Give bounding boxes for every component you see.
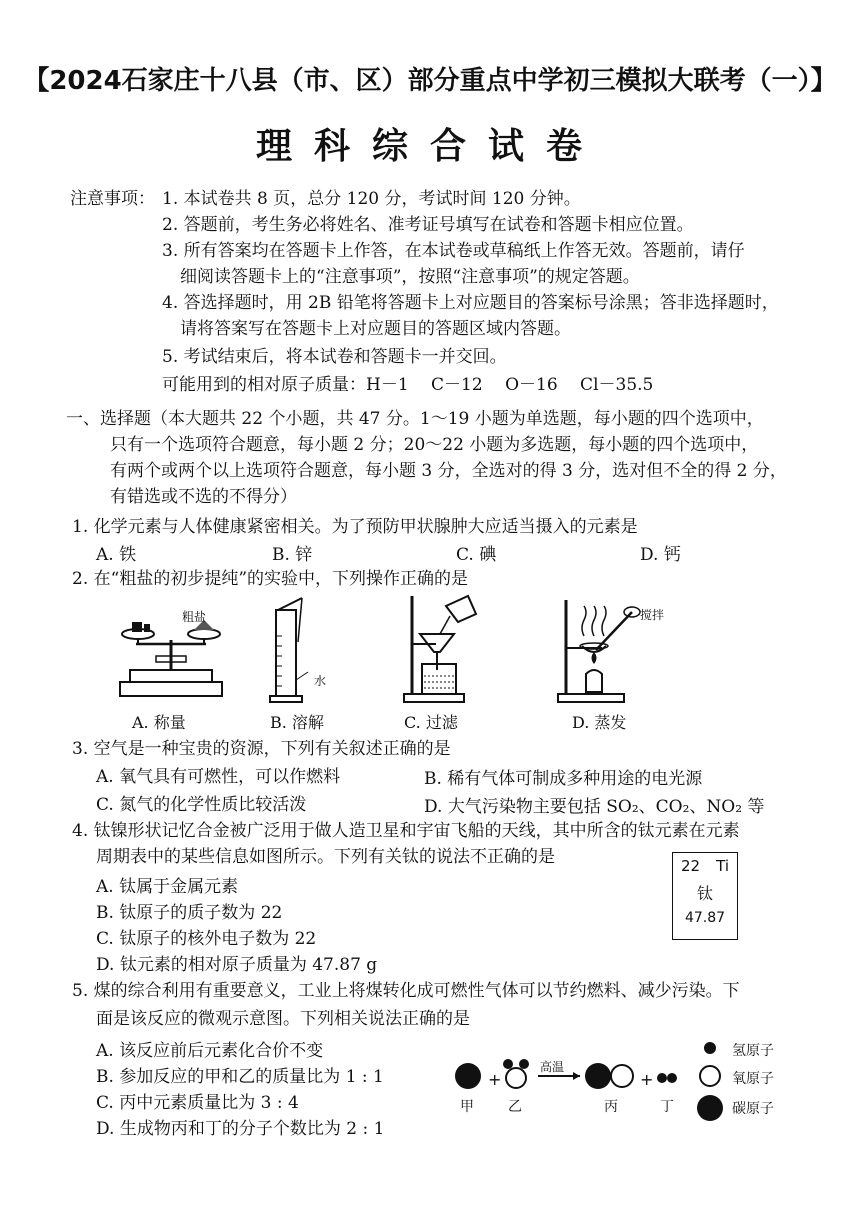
reaction-condition: 高温: [540, 1060, 565, 1074]
molecule-yi-oxygen: [506, 1068, 526, 1088]
section-1-line-1: 一、选择题（本大题共 22 个小题，共 47 分。1～19 小题为单选题，每小题的四个选项中，: [66, 409, 764, 429]
element-mass: 47.87: [684, 910, 726, 926]
q3-option-d: D. 大气污染物主要包括 SO₂、CO₂、NO₂ 等: [424, 797, 765, 817]
label-bing: 丙: [604, 1099, 618, 1115]
label-yi: 乙: [508, 1099, 522, 1115]
q1-option-a: A. 铁: [96, 545, 137, 565]
label-stir: 搅拌: [640, 608, 665, 622]
element-card-ti: [672, 852, 738, 940]
q4-stem-2: 周期表中的某些信息如图所示。下列有关钛的说法不正确的是: [96, 847, 555, 867]
q1-option-d: D. 钙: [640, 545, 681, 565]
notice-item-3: 3. 所有答案均在答题卡上作答，在本试卷或草稿纸上作答无效。答题前，请仔: [162, 241, 745, 261]
legend-symbols: [696, 1038, 726, 1124]
q2-caption-d: D. 蒸发: [572, 713, 627, 732]
q3-option-c: C. 氮气的化学性质比较活泼: [96, 795, 307, 815]
reaction-diagram: [450, 1046, 690, 1096]
element-number: 22: [681, 857, 701, 875]
q3-stem: 3. 空气是一种宝贵的资源，下列有关叙述正确的是: [72, 739, 451, 759]
section-1-line-4: 有错选或不选的不得分）: [110, 487, 297, 507]
notice-item-3-cont: 细阅读答题卡上的“注意事项”，按照“注意事项”的规定答题。: [180, 267, 640, 287]
molecule-jia-carbon: [455, 1063, 481, 1089]
molecule-ding-h1: [657, 1073, 667, 1083]
q3-option-a: A. 氧气具有可燃性，可以作燃料: [96, 767, 341, 787]
evaporation-figure: [556, 596, 646, 706]
molecule-yi-h2: [519, 1059, 529, 1069]
label-salt: 粗盐: [182, 610, 207, 624]
q5-option-b: B. 参加反应的甲和乙的质量比为 1 : 1: [96, 1067, 384, 1087]
legend-carbon-icon: [697, 1095, 723, 1121]
molecule-ding-h2: [667, 1073, 677, 1083]
label-water: 水: [314, 674, 327, 688]
notice-item-1: 1. 本试卷共 8 页，总分 120 分，考试时间 120 分钟。: [162, 189, 581, 209]
q4-option-d: D. 钛元素的相对原子质量为 47.87 g: [96, 955, 378, 975]
q3-option-b: B. 稀有气体可制成多种用途的电光源: [424, 769, 703, 789]
q2-stem: 2. 在“粗盐的初步提纯”的实验中，下列操作正确的是: [72, 569, 469, 589]
section-1-line-3: 有两个或两个以上选项符合题意，每小题 3 分，全选对的得 3 分，选对但不全的得 2 分，: [110, 461, 787, 481]
notice-item-2: 2. 答题前，考生务必将姓名、准考证号填写在试卷和答题卡相应位置。: [162, 215, 694, 235]
legend-carbon: 碳原子: [732, 1101, 774, 1117]
legend-hydrogen: 氢原子: [732, 1043, 774, 1059]
label-jia: 甲: [460, 1099, 474, 1115]
q1-option-c: C. 碘: [456, 545, 497, 565]
element-symbol: Ti: [716, 857, 729, 875]
q5-option-a: A. 该反应前后元素化合价不变: [96, 1041, 324, 1061]
q5-stem-1: 5. 煤的综合利用有重要意义，工业上将煤转化成可燃性气体可以节约燃料、减少污染。下: [72, 981, 740, 1001]
q2-caption-c: C. 过滤: [404, 713, 458, 732]
atomic-mass: 可能用到的相对原子质量：H－1 C－12 O－16 Cl－35.5: [162, 375, 654, 395]
exam-header: 【2024石家庄十八县（市、区）部分重点中学初三模拟大联考（一）】: [23, 66, 837, 96]
legend-oxygen: 氧原子: [732, 1071, 774, 1087]
page-title: 理科综合试卷: [255, 126, 604, 167]
molecule-yi-h1: [503, 1059, 513, 1069]
molecule-bing-oxygen: [611, 1065, 633, 1087]
legend-oxygen-icon: [700, 1066, 720, 1086]
notice-item-4: 4. 答选择题时，用 2B 铅笔将答题卡上对应题目的答案标号涂黑；答非选择题时，: [162, 293, 779, 313]
plus-1: +: [488, 1070, 502, 1089]
plus-2: +: [640, 1070, 654, 1089]
q5-option-d: D. 生成物丙和丁的分子个数比为 2 : 1: [96, 1119, 385, 1139]
filtration-figure: [402, 594, 482, 704]
balance-figure: [116, 604, 226, 700]
q5-stem-2: 面是该反应的微观示意图。下列相关说法正确的是: [96, 1009, 470, 1029]
label-ding: 丁: [660, 1099, 674, 1115]
molecule-bing-carbon: [585, 1063, 611, 1089]
notice-item-5: 5. 考试结束后，将本试卷和答题卡一并交回。: [162, 347, 507, 367]
q4-stem-1: 4. 钛镍形状记忆合金被广泛用于做人造卫星和宇宙飞船的天线，其中所含的钛元素在元素: [72, 821, 740, 841]
section-1-line-2: 只有一个选项符合题意，每小题 2 分；20～22 小题为多选题，每小题的四个选项中，: [110, 435, 759, 455]
notice-item-4-cont: 请将答案写在答题卡上对应题目的答题区域内答题。: [180, 319, 571, 339]
q2-caption-b: B. 溶解: [270, 713, 324, 732]
q4-option-a: A. 钛属于金属元素: [96, 877, 239, 897]
q5-option-c: C. 丙中元素质量比为 3 : 4: [96, 1093, 299, 1113]
legend-hydrogen-icon: [704, 1042, 716, 1054]
q4-option-c: C. 钛原子的核外电子数为 22: [96, 929, 317, 949]
cylinder-figure: [268, 596, 338, 706]
notice-label: 注意事项：: [70, 189, 155, 209]
q1-option-b: B. 锌: [272, 545, 313, 565]
element-name: 钛: [696, 884, 713, 903]
q2-caption-a: A. 称量: [132, 713, 186, 732]
q1-stem: 1. 化学元素与人体健康紧密相关。为了预防甲状腺肿大应适当摄入的元素是: [72, 517, 638, 537]
q4-option-b: B. 钛原子的质子数为 22: [96, 903, 283, 923]
